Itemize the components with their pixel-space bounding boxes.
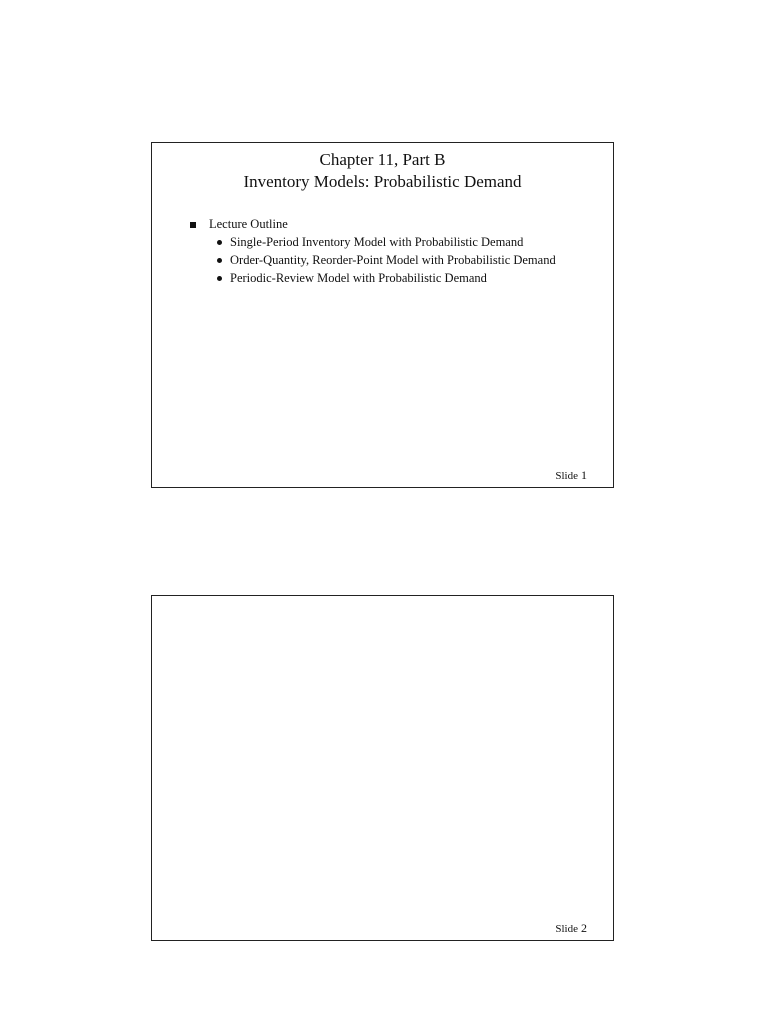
list-item	[217, 235, 593, 250]
title-line-1: Chapter 11, Part B	[319, 150, 446, 169]
slide-label: Slide	[555, 923, 578, 935]
list-item	[217, 271, 593, 286]
slide-2	[151, 595, 614, 941]
list-item-text: Periodic-Review Model with Probabilistic Demand	[230, 271, 487, 285]
slide-label: Slide	[555, 470, 578, 482]
outline-heading: Lecture Outline	[209, 217, 288, 231]
lecture-outline	[190, 217, 593, 289]
list-item-text: Single-Period Inventory Model with Probabilistic Demand	[230, 235, 524, 249]
dot-bullet-icon	[217, 258, 222, 263]
slide-footer	[555, 921, 587, 936]
dot-bullet-icon	[217, 276, 222, 281]
slide-1	[151, 142, 614, 488]
title-line-2: Inventory Models: Probabilistic Demand	[243, 172, 522, 191]
slide-title	[152, 149, 613, 193]
dot-bullet-icon	[217, 240, 222, 245]
square-bullet-icon	[190, 222, 196, 228]
outline-heading-row	[190, 217, 593, 232]
slide-footer	[555, 468, 587, 483]
outline-list	[217, 235, 593, 286]
slide-number: 1	[581, 468, 587, 482]
list-item	[217, 253, 593, 268]
list-item-text: Order-Quantity, Reorder-Point Model with Probabilistic Demand	[230, 253, 556, 267]
slide-number: 2	[581, 921, 587, 935]
